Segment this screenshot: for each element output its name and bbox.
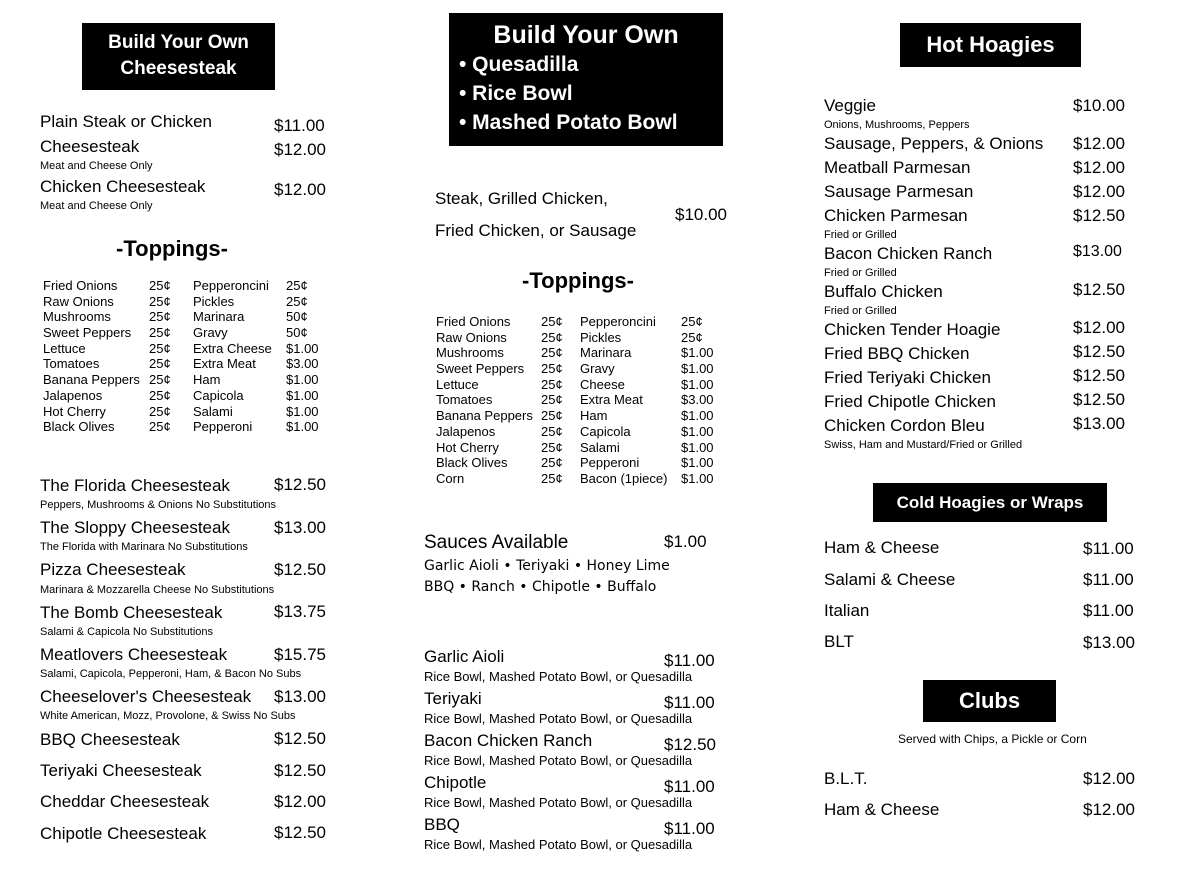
topping-name: Gravy — [193, 325, 228, 341]
item-description: White American, Mozz, Provolone, & Swiss No Subs — [40, 710, 296, 722]
topping-price: 25¢ — [149, 372, 171, 388]
item-price: $15.75 — [274, 645, 326, 664]
item-name: Plain Steak or Chicken — [40, 112, 212, 131]
item-name: The Sloppy Cheesesteak — [40, 518, 230, 537]
topping-name: Raw Onions — [43, 293, 114, 309]
topping-price: 25¢ — [149, 419, 171, 435]
topping-name: Salami — [580, 439, 620, 455]
topping-name: Pepperoncini — [580, 314, 656, 329]
item-price: $12.00 — [274, 140, 326, 159]
topping-price: $1.00 — [681, 345, 714, 361]
hoagie-name: Meatball Parmesan — [824, 158, 971, 177]
topping-name: Marinara — [580, 345, 632, 361]
hoagie-price: $12.00 — [1073, 182, 1125, 201]
topping-price: $1.00 — [681, 470, 714, 486]
hoagie-price: $12.50 — [1073, 390, 1125, 409]
topping-name: Banana Peppers — [43, 372, 140, 388]
item-description: Salami & Capicola No Substitutions — [40, 626, 214, 638]
item-description: The Florida with Marinara No Substitutions — [40, 541, 248, 553]
hoagie-description: Onions, Mushrooms, Peppers — [824, 119, 970, 131]
topping-price: 25¢ — [541, 314, 563, 329]
cheesesteak-header-box — [82, 23, 275, 90]
topping-name: Black Olives — [436, 455, 508, 471]
toppings-list-right-prices — [681, 314, 714, 487]
item-name: Pizza Cheesesteak — [40, 560, 186, 579]
cold-hoagie-price: $11.00 — [1083, 539, 1134, 558]
topping-name: Tomatoes — [436, 392, 493, 408]
topping-price: 25¢ — [541, 361, 563, 377]
clubs-heading: Clubs — [958, 688, 1021, 713]
hoagie-name: Chicken Parmesan — [824, 206, 968, 225]
topping-name: Pepperoni — [193, 419, 253, 435]
topping-name: Sweet Peppers — [43, 325, 132, 341]
base-protein-line1: Steak, Grilled Chicken, — [435, 189, 608, 208]
topping-price: $1.00 — [286, 419, 319, 435]
hoagie-description: Fried or Grilled — [824, 267, 897, 279]
topping-name: Pickles — [193, 293, 235, 309]
topping-name: Pepperoncini — [193, 278, 269, 293]
topping-name: Raw Onions — [436, 329, 507, 345]
cold-hoagie-price: $13.00 — [1083, 633, 1135, 652]
topping-name: Capicola — [193, 387, 244, 403]
topping-price: 25¢ — [149, 325, 171, 341]
item-price: $12.00 — [274, 180, 326, 199]
topping-price: 25¢ — [541, 408, 563, 424]
topping-name: Marinara — [193, 309, 245, 325]
item-description: Salami, Capicola, Pepperoni, Ham, & Bacon No Subs — [40, 668, 302, 680]
topping-price: 25¢ — [149, 356, 171, 372]
hoagie-description: Fried or Grilled — [824, 305, 897, 317]
topping-price: 50¢ — [286, 309, 308, 325]
base-protein-line2: Fried Chicken, or Sausage — [435, 221, 637, 240]
topping-name: Gravy — [580, 361, 615, 377]
toppings-list-right-names — [193, 278, 272, 435]
topping-price: 25¢ — [681, 314, 703, 329]
item-name: Cheesesteak — [40, 137, 140, 156]
cold-hoagie-price: $11.00 — [1083, 601, 1134, 620]
item-price: $11.00 — [274, 116, 325, 135]
topping-name: Pepperoni — [580, 455, 640, 471]
item-price: $12.50 — [274, 475, 326, 494]
topping-price: $3.00 — [286, 356, 319, 372]
hot-hoagies-heading: Hot Hoagies — [926, 32, 1055, 57]
item-price: $12.50 — [274, 823, 326, 842]
item-price: $12.50 — [274, 761, 326, 780]
item-description: Marinara & Mozzarella Cheese No Substitutions — [40, 584, 275, 596]
cheesesteak-header-line2: Cheesesteak — [120, 58, 237, 79]
topping-price: 25¢ — [149, 293, 171, 309]
hoagie-price: $10.00 — [1073, 96, 1125, 115]
item-description: Meat and Cheese Only — [40, 200, 153, 212]
toppings-list-right-names — [580, 314, 667, 487]
hoagie-name: Fried Chipotle Chicken — [824, 392, 996, 411]
bowl-description: Rice Bowl, Mashed Potato Bowl, or Quesadilla — [424, 753, 693, 768]
item-name: Cheddar Cheesesteak — [40, 792, 210, 811]
topping-name: Mushrooms — [436, 345, 504, 361]
hoagie-name: Fried Teriyaki Chicken — [824, 368, 991, 387]
hoagie-price: $13.00 — [1073, 414, 1125, 433]
topping-name: Bacon (1piece) — [580, 470, 668, 486]
hoagie-name: Buffalo Chicken — [824, 282, 943, 301]
topping-name: Lettuce — [43, 340, 86, 356]
hoagie-name: Fried BBQ Chicken — [824, 344, 970, 363]
topping-price: 25¢ — [541, 470, 563, 486]
topping-price: $1.00 — [681, 376, 714, 392]
bowl-price: $11.00 — [664, 819, 715, 838]
bowl-header-option: • Rice Bowl — [459, 82, 573, 105]
topping-name: Mushrooms — [43, 309, 111, 325]
hoagie-price: $13.00 — [1073, 243, 1122, 260]
topping-price: 50¢ — [286, 325, 308, 341]
bowl-header-option: • Mashed Potato Bowl — [459, 111, 678, 134]
topping-price: 25¢ — [541, 329, 563, 345]
topping-name: Extra Meat — [580, 392, 643, 408]
cold-hoagie-name: BLT — [824, 632, 854, 651]
hoagie-price: $12.00 — [1073, 134, 1125, 153]
toppings-list-left-names — [436, 314, 533, 487]
hot-hoagies-header-box — [900, 23, 1081, 67]
topping-price: $1.00 — [681, 439, 714, 455]
topping-name: Fried Onions — [43, 278, 118, 293]
topping-name: Lettuce — [436, 376, 479, 392]
topping-name: Sweet Peppers — [436, 361, 525, 377]
bowl-header-option: • Quesadilla — [459, 53, 579, 76]
sauces-label: Sauces Available — [424, 532, 569, 553]
toppings-list-right-prices — [286, 278, 319, 435]
bowl-price: $12.50 — [664, 735, 716, 754]
bowl-description: Rice Bowl, Mashed Potato Bowl, or Quesadilla — [424, 669, 693, 684]
topping-price: 25¢ — [681, 329, 703, 345]
hoagie-price: $12.50 — [1073, 280, 1125, 299]
bowl-name: BBQ — [424, 815, 460, 834]
topping-name: Extra Cheese — [193, 340, 272, 356]
toppings-list-left-prices — [149, 278, 171, 435]
item-name: BBQ Cheesesteak — [40, 730, 180, 749]
cheesesteak-header-line1: Build Your Own — [108, 32, 249, 53]
item-price: $12.00 — [274, 792, 326, 811]
topping-price: 25¢ — [541, 455, 563, 471]
bowl-name: Chipotle — [424, 773, 487, 792]
hoagie-price: $12.50 — [1073, 206, 1125, 225]
topping-name: Ham — [580, 408, 608, 424]
bowl-description: Rice Bowl, Mashed Potato Bowl, or Quesadilla — [424, 711, 693, 726]
club-price: $12.00 — [1083, 769, 1135, 788]
topping-price: 25¢ — [286, 278, 308, 293]
build-your-own-bowl-header-box — [449, 13, 723, 146]
base-price: $10.00 — [675, 205, 727, 224]
topping-price: 25¢ — [541, 345, 563, 361]
clubs-note: Served with Chips, a Pickle or Corn — [898, 732, 1087, 746]
topping-price: $1.00 — [681, 361, 714, 377]
hoagie-description: Fried or Grilled — [824, 229, 897, 241]
topping-price: $1.00 — [286, 403, 319, 419]
topping-price: $1.00 — [681, 408, 714, 424]
hoagie-name: Chicken Tender Hoagie — [824, 320, 1001, 339]
clubs-header-box — [923, 680, 1056, 722]
toppings-heading: -Toppings- — [116, 236, 228, 261]
topping-price: $1.00 — [681, 423, 714, 439]
bowl-header-title: Build Your Own — [493, 21, 679, 49]
topping-price: 25¢ — [286, 293, 308, 309]
item-price: $13.00 — [274, 518, 326, 537]
topping-price: 25¢ — [149, 340, 171, 356]
item-name: Teriyaki Cheesesteak — [40, 761, 202, 780]
sauces-list-line1: Garlic Aioli • Teriyaki • Honey Lime — [424, 558, 670, 574]
topping-price: $1.00 — [286, 387, 319, 403]
item-price: $13.00 — [274, 687, 326, 706]
topping-name: Fried Onions — [436, 314, 511, 329]
hoagie-price: $12.50 — [1073, 366, 1125, 385]
item-name: Chicken Cheesesteak — [40, 177, 206, 196]
topping-price: 25¢ — [541, 376, 563, 392]
item-name: The Bomb Cheesesteak — [40, 603, 223, 622]
hoagie-name: Bacon Chicken Ranch — [824, 244, 993, 263]
topping-name: Corn — [436, 470, 465, 486]
item-description: Peppers, Mushrooms & Onions No Substitutions — [40, 499, 277, 511]
topping-price: $1.00 — [286, 372, 319, 388]
toppings-list-left-prices — [541, 314, 563, 487]
cold-hoagies-heading: Cold Hoagies or Wraps — [896, 493, 1084, 512]
hoagie-price: $12.50 — [1073, 342, 1125, 361]
cold-hoagie-name: Salami & Cheese — [824, 570, 956, 589]
item-price: $13.75 — [274, 602, 326, 621]
topping-price: $3.00 — [681, 392, 714, 408]
club-name: Ham & Cheese — [824, 800, 940, 819]
hoagie-description: Swiss, Ham and Mustard/Fried or Grilled — [824, 439, 1023, 451]
topping-name: Hot Cherry — [436, 439, 499, 455]
topping-price: 25¢ — [149, 278, 171, 293]
club-price: $12.00 — [1083, 800, 1135, 819]
hoagie-price: $12.00 — [1073, 158, 1125, 177]
topping-name: Banana Peppers — [436, 408, 533, 424]
topping-price: 25¢ — [149, 403, 171, 419]
item-price: $12.50 — [274, 729, 326, 748]
hoagie-price: $12.00 — [1073, 318, 1125, 337]
hoagie-name: Sausage, Peppers, & Onions — [824, 134, 1044, 153]
bowl-name: Garlic Aioli — [424, 647, 505, 666]
topping-name: Pickles — [580, 329, 622, 345]
bowl-price: $11.00 — [664, 693, 715, 712]
hoagie-name: Sausage Parmesan — [824, 182, 974, 201]
topping-price: 25¢ — [541, 423, 563, 439]
bowl-description: Rice Bowl, Mashed Potato Bowl, or Quesadilla — [424, 837, 693, 852]
toppings-heading: -Toppings- — [522, 268, 634, 293]
topping-name: Jalapenos — [43, 387, 103, 403]
hoagie-name: Chicken Cordon Bleu — [824, 416, 985, 435]
toppings-list-left-names — [43, 278, 140, 435]
bowl-name: Bacon Chicken Ranch — [424, 731, 593, 750]
topping-name: Extra Meat — [193, 356, 256, 372]
topping-price: 25¢ — [149, 387, 171, 403]
topping-price: $1.00 — [681, 455, 714, 471]
topping-name: Capicola — [580, 423, 631, 439]
sauces-price: $1.00 — [664, 532, 707, 551]
topping-name: Tomatoes — [43, 356, 100, 372]
topping-name: Black Olives — [43, 419, 115, 435]
topping-name: Cheese — [580, 376, 625, 392]
item-name: Cheeselover's Cheesesteak — [40, 687, 252, 706]
item-description: Meat and Cheese Only — [40, 160, 153, 172]
topping-price: 25¢ — [541, 439, 563, 455]
topping-name: Salami — [193, 403, 233, 419]
bowl-description: Rice Bowl, Mashed Potato Bowl, or Quesadilla — [424, 795, 693, 810]
topping-price: $1.00 — [286, 340, 319, 356]
topping-name: Jalapenos — [436, 423, 496, 439]
item-name: Chipotle Cheesesteak — [40, 824, 207, 843]
item-name: The Florida Cheesesteak — [40, 476, 230, 495]
hoagie-name: Veggie — [824, 96, 876, 115]
topping-price: 25¢ — [149, 309, 171, 325]
topping-name: Hot Cherry — [43, 403, 106, 419]
bowl-price: $11.00 — [664, 777, 715, 796]
bowl-price: $11.00 — [664, 651, 715, 670]
topping-price: 25¢ — [541, 392, 563, 408]
item-price: $12.50 — [274, 560, 326, 579]
club-name: B.L.T. — [824, 769, 868, 788]
item-name: Meatlovers Cheesesteak — [40, 645, 228, 664]
cold-hoagies-header-box — [873, 483, 1107, 522]
cold-hoagie-price: $11.00 — [1083, 570, 1134, 589]
sauces-list-line2: BBQ • Ranch • Chipotle • Buffalo — [424, 579, 657, 595]
cold-hoagie-name: Italian — [824, 601, 870, 620]
topping-name: Ham — [193, 372, 221, 388]
bowl-name: Teriyaki — [424, 689, 482, 708]
cold-hoagie-name: Ham & Cheese — [824, 538, 940, 557]
